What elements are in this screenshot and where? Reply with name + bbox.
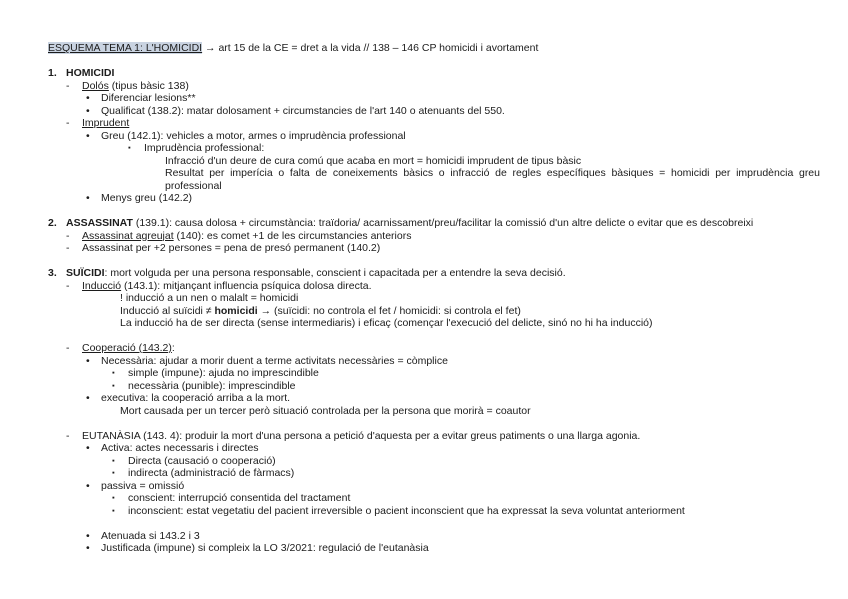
square-marker: ▪ [112,455,115,465]
dash-marker: - [66,229,70,242]
text-segment: Resultat per imperícia o falta de coneixements bàsics o infracció de regles específiques bàsiques = homicidi per imprudència greu professional [165,167,820,192]
doc-line [0,405,820,418]
dash-marker: - [66,342,70,354]
doc-line [0,105,820,118]
text-segment: Assassinat per +2 persones = pena de presó permanent (140.2) [82,242,381,254]
square-marker: ▪ [112,493,115,502]
doc-line [0,380,820,393]
bullet-marker: • [86,129,90,142]
text-segment: Inducció [82,279,122,292]
text-segment: ! inducció a un nen o malalt = homicidi [120,292,299,304]
doc-line [0,117,820,130]
text-segment: executiva: la cooperació arriba a la mort. [101,392,291,404]
text-segment: SUÏCIDI [66,267,105,279]
bullet-marker: • [86,529,90,542]
text-segment: HOMICIDI [66,67,115,79]
text-segment: (suïcidi: no controla el fet / homicidi: si controla el fet) [271,304,521,317]
text-segment: Justificada (impune) si compleix la LO 3/2021: regulació de l'eutanàsia [101,542,429,554]
text-segment: conscient: interrupció consentida del tractament [128,492,351,504]
text-segment: necessària (punible): imprescindible [128,379,296,392]
dash-marker: - [66,117,70,129]
text-segment: Atenuada si 143.2 i 3 [101,529,200,542]
text-segment: Cooperació (143.2) [82,342,172,354]
doc-line [0,355,820,368]
text-segment: EUTANÀSIA (143. 4): produir la mort d'una persona a petició d'aquesta per a evitar greus patiments o una llarga agonia. [82,429,641,442]
text-segment: Mort causada per un tercer però situació controlada per la persona que morirà = coautor [120,404,531,417]
blank-line [0,55,820,68]
doc-line [0,442,820,455]
text-segment: homicidi → [214,304,272,317]
doc-line [0,292,820,305]
bullet-marker: • [86,392,90,404]
text-segment: : [171,342,175,354]
square-marker: ▪ [112,380,115,390]
doc-line [0,505,820,518]
dash-marker: - [66,279,70,292]
square-marker: ▪ [112,505,115,515]
blank-line [0,255,820,268]
heading-1-homicidi [0,67,820,80]
dash-marker: - [66,242,70,254]
blank-line [0,417,820,430]
title-line [0,42,820,55]
text-segment: Inducció al suïcidi ≠ [120,304,215,317]
doc-line [0,192,820,205]
doc-line [0,317,820,330]
bullet-marker: • [86,479,90,492]
number-marker: 1. [48,67,57,79]
doc-line [0,242,820,255]
doc-line [0,455,820,468]
text-segment: ESQUEMA TEMA 1: L'HOMICIDI [48,42,203,54]
text-segment: (140): es comet +1 de les circumstancies anteriors [173,229,412,242]
text-segment: passiva = omissió [101,479,185,492]
doc-line [0,467,820,480]
text-segment: indirecta (administració de fàrmacs) [128,467,295,479]
blank-line [0,330,820,343]
text-segment: Imprudent [82,117,130,129]
text-segment: Dolós [82,79,109,92]
number-marker: 2. [48,217,57,229]
square-marker: ▪ [112,368,115,377]
text-segment: Qualificat (138.2): matar dolosament + circumstancies de l'art 140 o atenuants del 550. [101,104,505,117]
text-segment: Menys greu (142.2) [101,192,193,204]
doc-line [0,480,820,493]
text-segment: La inducció ha de ser directa (sense intermediaris) i eficaç (començar l'execució del delicte, sinó no hi ha inducció) [120,317,653,329]
heading-2-assassinat [0,217,820,230]
bullet-marker: • [86,542,90,554]
text-segment: (tipus bàsic 138) [108,79,189,92]
blank-line [0,205,820,218]
bullet-marker: • [86,192,90,204]
text-segment: : mort volguda per una persona responsable, conscient i capacitada per a entendre la seva decisió. [104,267,566,279]
doc-line [0,305,820,318]
text-segment: (143.1): mitjançant influencia psíquica dolosa directa. [121,279,372,292]
doc-line [0,492,820,505]
doc-line [0,367,820,380]
text-segment: Directa (causació o cooperació) [128,454,276,467]
doc-line [0,130,820,143]
text-segment: Diferenciar lesions** [101,92,196,104]
doc-line [0,155,820,168]
blank-line [0,517,820,530]
doc-line [0,430,820,443]
text-segment: Greu (142.1): vehicles a motor, armes o imprudència professional [101,129,406,142]
text-segment: Infracció d'un deure de cura comú que acaba en mort = homicidi imprudent de tipus bàsic [165,154,582,167]
dash-marker: - [66,429,70,442]
text-segment: ASSASSINAT [66,217,133,229]
doc-line [0,392,820,405]
text-segment: inconscient: estat vegetatiu del pacient irreversible o pacient inconscient que ha expressat la seva voluntat anteriorment [128,504,685,517]
dash-marker: - [66,79,70,92]
doc-line [0,80,820,93]
number-marker: 3. [48,267,57,279]
text-segment: Assassinat agreujat [82,229,174,242]
bullet-marker: • [86,354,90,367]
text-segment: simple (impune): ajuda no imprescindible [128,367,319,379]
document-body [0,42,820,555]
doc-line [0,530,820,543]
text-segment: Activa: actes necessaris i directes [101,442,259,454]
doc-line [0,230,820,243]
doc-line [0,92,820,105]
heading-3-suicidi [0,267,820,280]
text-segment: → art 15 de la CE = dret a la vida // 138 – 146 CP homicidi i avortament [202,42,539,54]
text-segment: Imprudència professional: [144,142,265,154]
square-marker: ▪ [112,468,115,477]
text-segment: (139.1): causa dolosa + circumstància: traïdoria/ acarnissament/preu/facilitar la comissió d'un altre delicte o evitar que es descobreixi [132,217,754,229]
doc-line [0,542,820,555]
doc-line [0,167,820,192]
doc-line [0,280,820,293]
doc-line [0,342,820,355]
square-marker: ▪ [128,143,131,152]
bullet-marker: • [86,104,90,117]
bullet-marker: • [86,92,90,104]
text-segment: Necessària: ajudar a morir duent a terme activitats necessàries = còmplice [101,354,448,367]
doc-line [0,142,820,155]
bullet-marker: • [86,442,90,454]
